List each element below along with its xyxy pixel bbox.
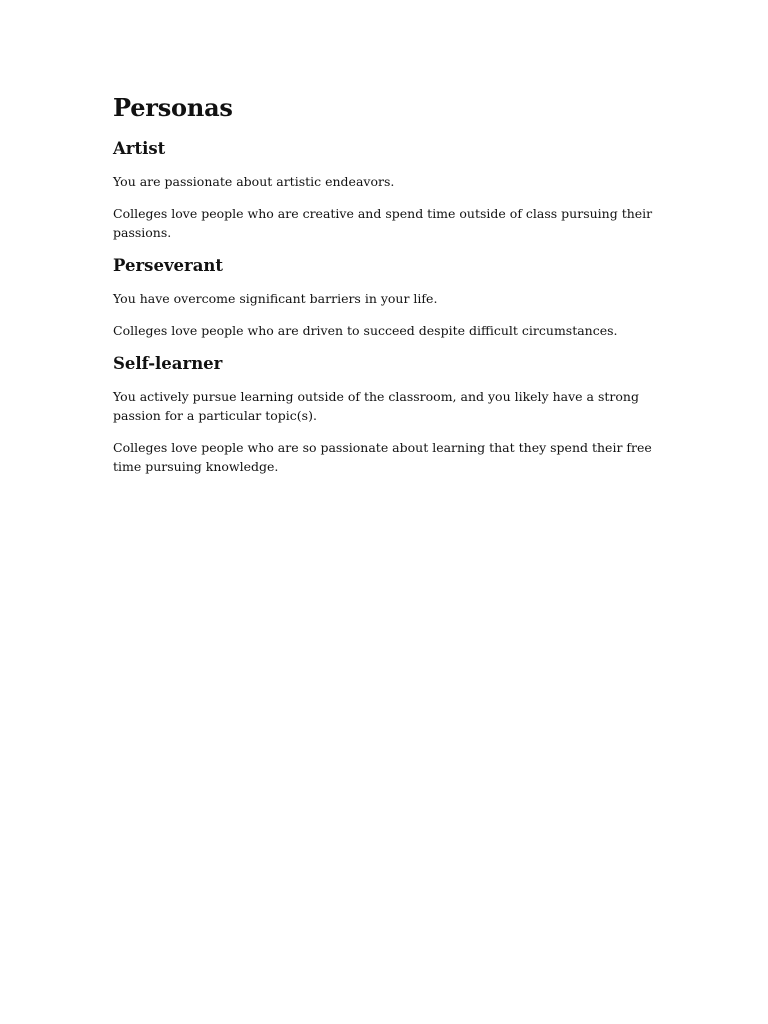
paragraph: Colleges love people who are so passionate about learning that they spend their free time pursuing knowledge. [113,440,652,474]
page-title: Personas [113,93,233,122]
section-heading-perseverant: Perseverant [113,256,224,275]
document-page [113,92,658,489]
paragraph: Colleges love people who are creative and spend time outside of class pursuing their passions. [113,206,653,240]
paragraph: You actively pursue learning outside of the classroom, and you likely have a strong passion for a particular topic(s). [113,389,639,423]
paragraph: You have overcome significant barriers in your life. [113,291,438,306]
paragraph: You are passionate about artistic endeavors. [113,174,395,189]
section-self-learner [113,353,658,476]
section-artist [113,138,658,242]
section-heading-self-learner: Self-learner [113,354,223,373]
section-heading-artist: Artist [113,139,166,158]
section-perseverant [113,255,658,340]
paragraph: Colleges love people who are driven to succeed despite difficult circumstances. [113,323,618,338]
